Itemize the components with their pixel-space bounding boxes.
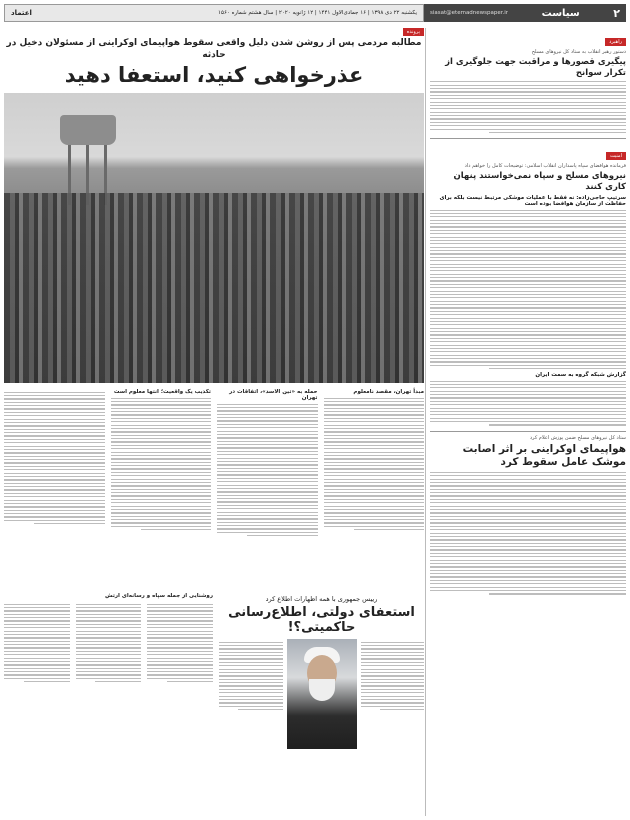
- article-column: [111, 389, 212, 589]
- story-security: [430, 142, 626, 426]
- page-number: ۲: [613, 6, 620, 20]
- crowd: [4, 193, 424, 383]
- lead-headline: عذرخواهی کنید، استعفا دهید: [64, 63, 364, 88]
- story-subhead: سرتیپ حاجی‌زاده: نه فقط با عملیات موشکی مرتبط نیست بلکه برای حفاظت از سازمان هوافضا بوده است: [439, 195, 626, 208]
- story-guidance: [430, 28, 626, 133]
- logo: اعتماد: [11, 9, 32, 17]
- lead-kicker: مطالبه مردمی پس از روشن شدن دلیل واقعی سقوط هواپیمای اوکراینی از مسئولان دخیل در حادثه: [6, 38, 422, 60]
- body-text: [430, 381, 626, 426]
- story-headline: هواپیمای اوکراینی بر اثر اصابت موشک عامل سقوط کرد: [462, 442, 626, 468]
- column-subhead: حمله به «تین الاسد»، اتفاقات در تهران: [229, 389, 318, 402]
- story-kicker: دستور رهبر انقلاب به ستاد کل نیروهای مسلح: [531, 49, 626, 55]
- story-kicker: ستاد کل نیروهای مسلح ضمن پوزش اعلام کرد: [529, 434, 626, 441]
- story-tag: امنیت: [606, 152, 626, 160]
- lead-article-body: [4, 389, 424, 589]
- feature-story: [219, 593, 424, 749]
- column-subhead: تکذیب یک واقعیت؛ انتها معلوم است: [113, 389, 211, 396]
- article-column: [217, 389, 318, 589]
- date-line: یکشنبه ۲۲ دی ۱۳۹۸ | ۱۶ جمادی‌الاول ۱۴۴۱ | ۱۲ ژانویه ۲۰۲۰ | سال هشتم شماره ۱۵۶۰: [218, 10, 417, 16]
- section-email: siasat@etemadnewspaper.ir: [430, 10, 509, 16]
- section-tag: پرونده: [403, 28, 424, 36]
- body-text: [430, 81, 626, 133]
- feature-headline: استعفای دولتی، اطلاع‌رسانی حاکمیتی؟!: [228, 605, 415, 636]
- column-subhead: مبدأ تهران، مقصد نامعلوم: [353, 389, 424, 396]
- main-article-area: [4, 28, 424, 816]
- section-banner: [424, 4, 626, 22]
- feature-body: [219, 639, 424, 749]
- bottom-article: [4, 593, 213, 749]
- article-column: [324, 389, 425, 589]
- bottom-section: [4, 593, 424, 749]
- right-column: [425, 28, 626, 816]
- body-text: [430, 210, 626, 370]
- crash-site-photo: [4, 93, 424, 383]
- story-kicker: فرمانده هوافضای سپاه پاسداران انقلاب اسلامی: توضیحات کامل را خواهم داد: [464, 163, 626, 170]
- section-title: سیاست: [541, 7, 580, 19]
- president-portrait: [287, 639, 357, 749]
- story-subhead: گزارش شبکه گروه به سمت ایران: [535, 372, 626, 379]
- column-subhead: روشنایی از جمله سپاه و رسانه‌ای ارتش: [105, 593, 213, 600]
- article-column: [4, 389, 105, 589]
- page-header: [4, 4, 626, 22]
- story-tag: راهبرد: [605, 38, 626, 46]
- header-meta: [4, 4, 424, 22]
- story-plane-crash: [430, 435, 626, 595]
- water-tower: [60, 115, 116, 145]
- body-text: [430, 472, 626, 595]
- feature-kicker: رییس جمهوری با همه اظهارات اطلاع کرد: [265, 595, 378, 604]
- story-headline: پیگیری قصورها و مراقبت جهت جلوگیری از تکرار سوانح: [445, 57, 626, 78]
- story-headline: نیروهای مسلح و سپاه نمی‌خواستند پنهان کاری کنند: [453, 171, 626, 192]
